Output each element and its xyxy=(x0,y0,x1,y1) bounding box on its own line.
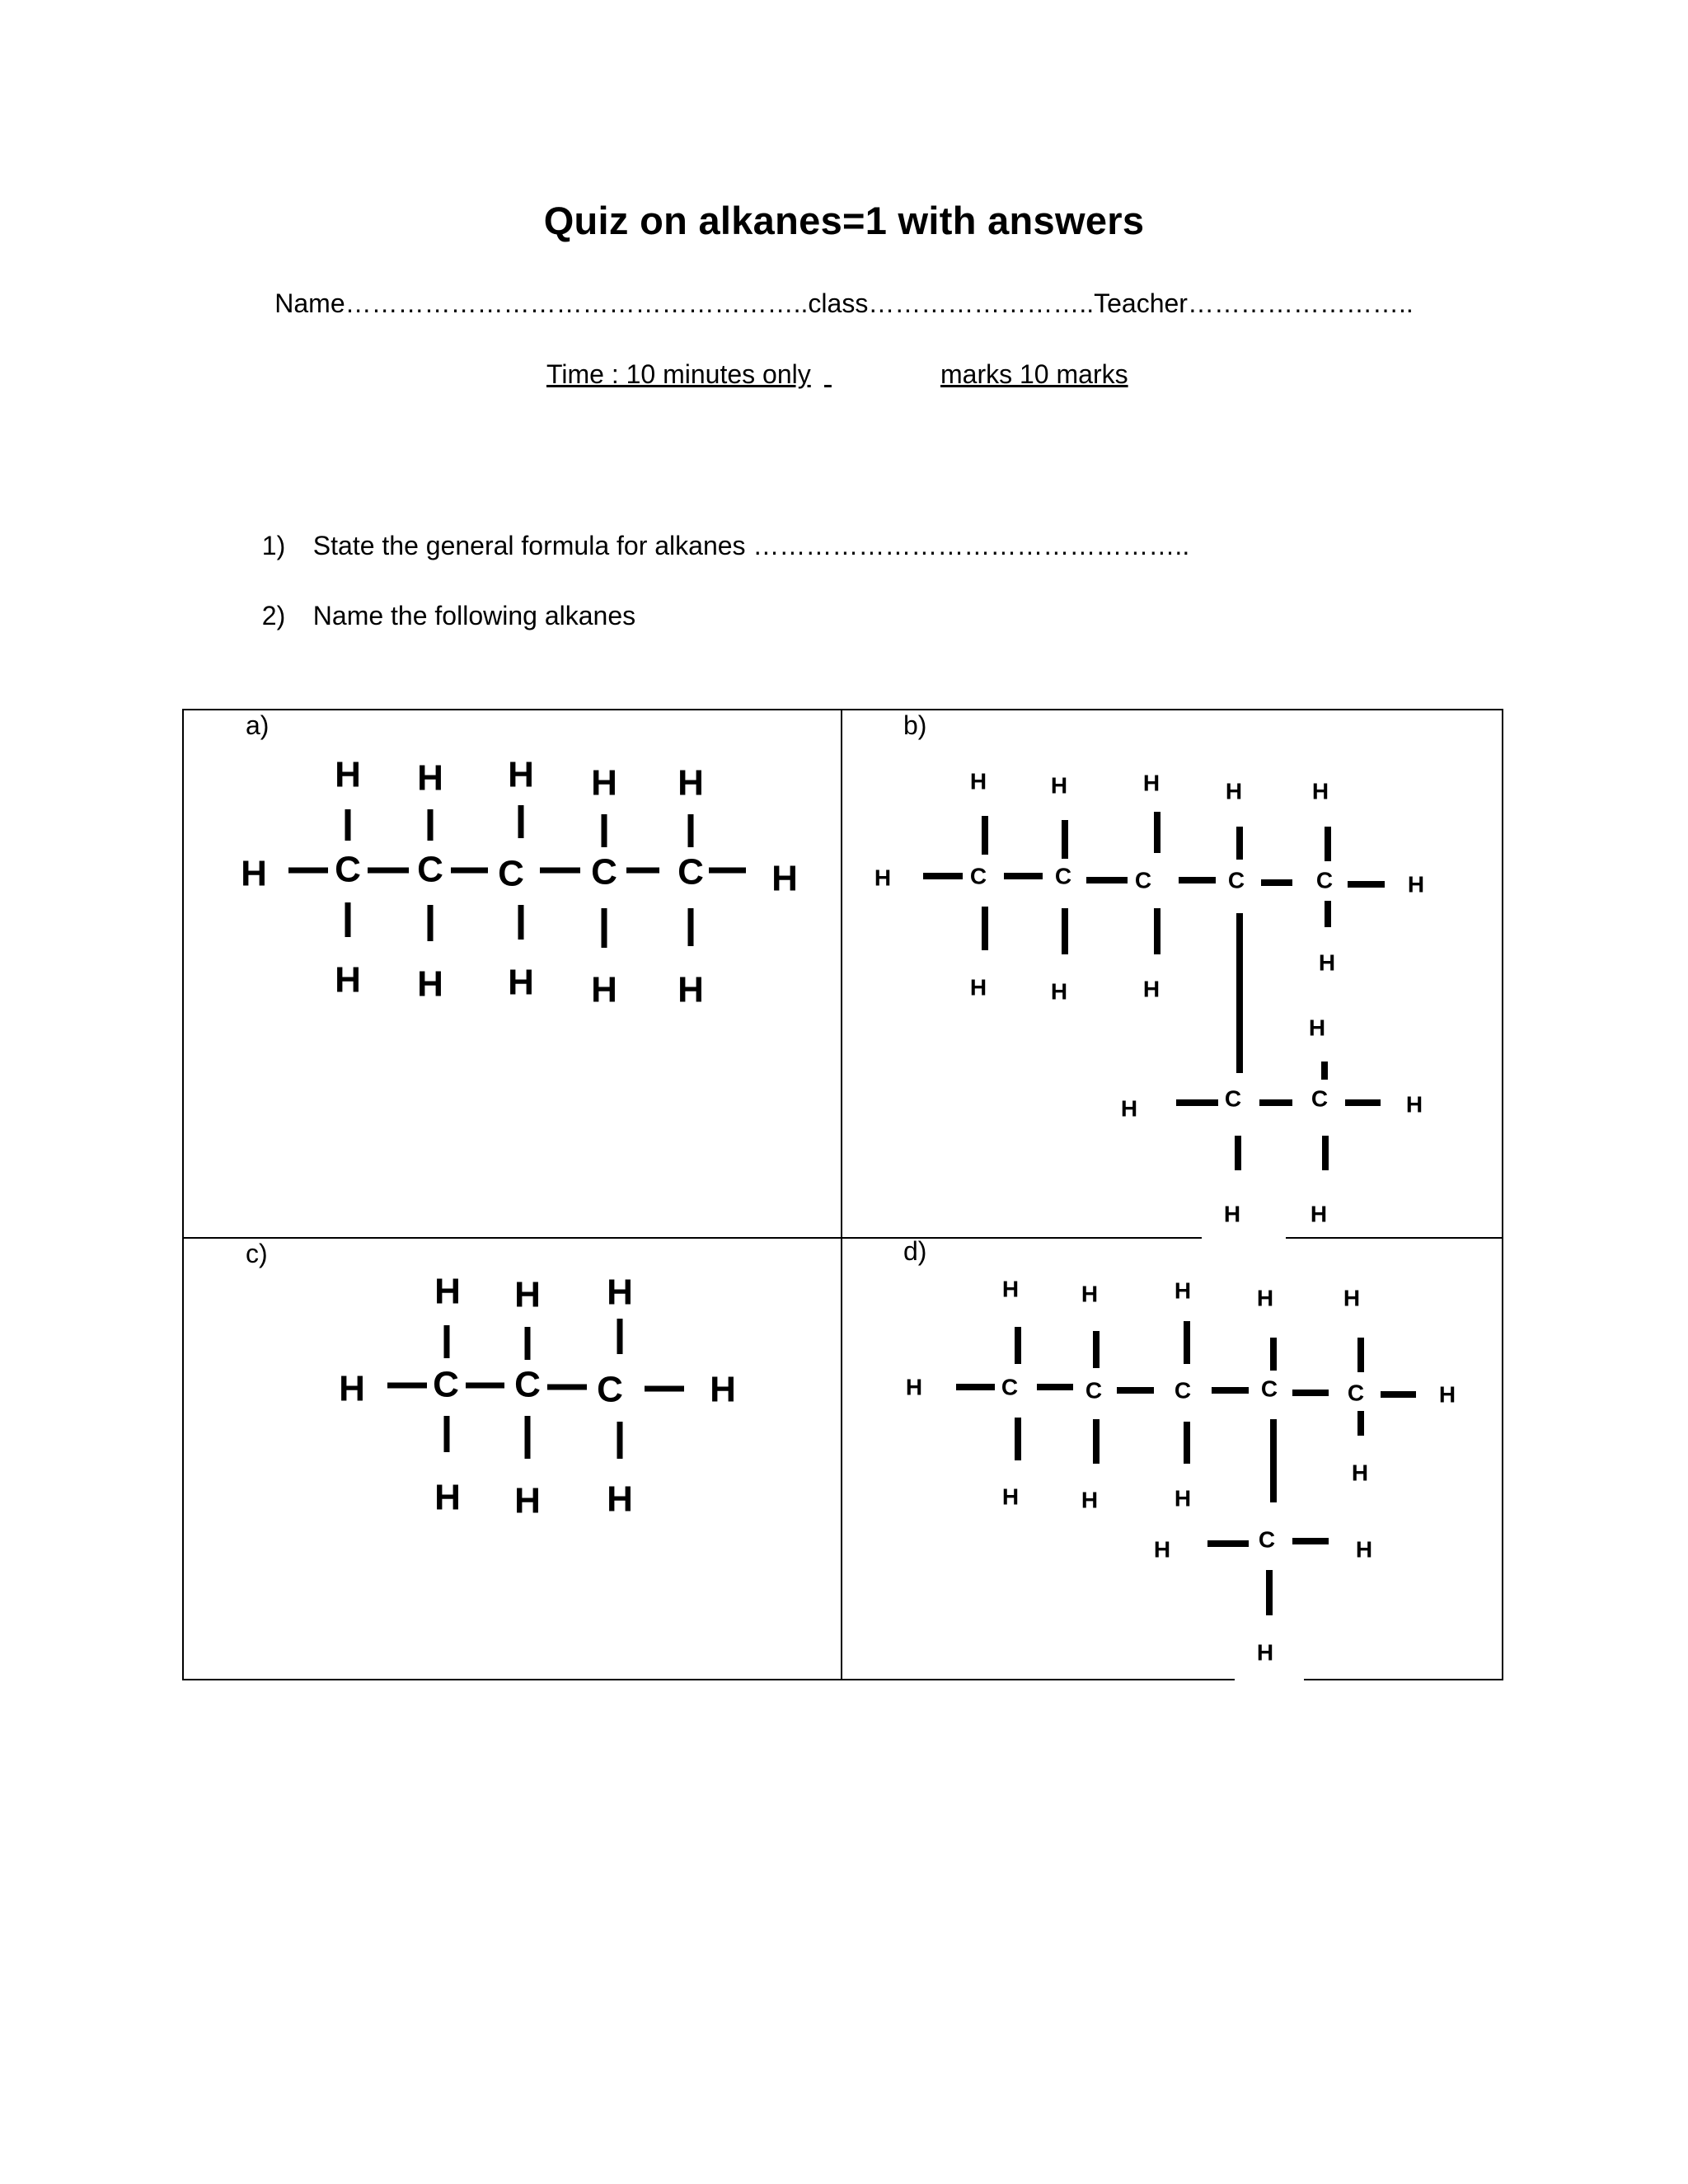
atom-H: H xyxy=(1343,1285,1361,1311)
atom-H: H xyxy=(710,1369,736,1410)
atom-H: H xyxy=(508,754,534,795)
atom-C: C xyxy=(1315,867,1334,893)
atom-C: C xyxy=(1224,1085,1242,1112)
atom-C: C xyxy=(417,849,443,890)
atom-H: H xyxy=(678,969,704,1010)
question-number: 1) xyxy=(261,531,286,560)
atom-H: H xyxy=(1174,1277,1192,1304)
atom-H: H xyxy=(434,1477,461,1518)
atom-C: C xyxy=(433,1364,459,1405)
atom-H: H xyxy=(1405,1091,1423,1118)
question-number: 2) xyxy=(261,601,286,630)
atom-H: H xyxy=(771,858,798,899)
page-title: Quiz on alkanes=1 with answers xyxy=(543,199,1145,242)
atom-C: C xyxy=(597,1369,623,1410)
atom-H: H xyxy=(1318,949,1336,976)
atom-H: H xyxy=(1310,1201,1328,1227)
atom-H: H xyxy=(1081,1281,1099,1307)
atom-H: H xyxy=(905,1374,923,1400)
question-text: State the general formula for alkanes ………………………………………….. xyxy=(312,531,1190,560)
atom-H: H xyxy=(1256,1639,1274,1666)
atom-C: C xyxy=(969,863,987,889)
atom-H: H xyxy=(591,762,617,804)
atom-H: H xyxy=(1351,1460,1369,1486)
atom-H: H xyxy=(1308,1015,1326,1041)
atom-C: C xyxy=(678,851,704,893)
atom-C: C xyxy=(1054,863,1072,889)
atom-H: H xyxy=(514,1274,541,1315)
atom-H: H xyxy=(874,865,892,891)
atom-H: H xyxy=(434,1271,461,1312)
atom-H: H xyxy=(1153,1536,1171,1563)
marks-total: marks 10 marks xyxy=(940,359,1128,389)
atom-H: H xyxy=(1120,1095,1138,1122)
question-text: Name the following alkanes xyxy=(312,601,636,630)
atom-H: H xyxy=(508,962,534,1003)
atom-C: C xyxy=(1227,867,1245,893)
atom-H: H xyxy=(1001,1483,1020,1510)
atom-H: H xyxy=(241,853,267,894)
atom-C: C xyxy=(1001,1374,1019,1400)
atom-C: C xyxy=(498,853,524,894)
atom-H: H xyxy=(1174,1485,1192,1511)
panel-a-label: a) xyxy=(246,710,270,740)
name-class-teacher-line: Name……………………………………………..class……………………..Teacher…………………….. xyxy=(274,288,1414,318)
atom-H: H xyxy=(1355,1536,1373,1563)
atom-H: H xyxy=(591,969,617,1010)
atom-C: C xyxy=(1260,1376,1278,1402)
atom-H: H xyxy=(339,1368,365,1409)
atom-H: H xyxy=(335,959,361,1001)
atom-H: H xyxy=(417,963,443,1005)
atom-C: C xyxy=(1258,1526,1276,1553)
atom-H: H xyxy=(969,974,987,1001)
atom-C: C xyxy=(1134,867,1152,893)
atom-H: H xyxy=(1081,1487,1099,1513)
atom-H: H xyxy=(1438,1381,1456,1408)
atom-H: H xyxy=(335,754,361,795)
atom-H: H xyxy=(1001,1276,1020,1302)
atom-H: H xyxy=(417,757,443,799)
atom-H: H xyxy=(969,768,987,794)
atom-H: H xyxy=(607,1479,633,1520)
panel-c-label: c) xyxy=(246,1239,268,1268)
atom-C: C xyxy=(514,1364,541,1405)
atom-C: C xyxy=(335,849,361,890)
atom-C: C xyxy=(1347,1380,1365,1406)
atom-H: H xyxy=(607,1272,633,1313)
atom-C: C xyxy=(1311,1085,1329,1112)
atom-H: H xyxy=(1142,976,1160,1002)
atom-H: H xyxy=(1225,778,1243,804)
atom-H: H xyxy=(678,762,704,804)
atom-H: H xyxy=(1407,871,1425,898)
atom-C: C xyxy=(1085,1377,1103,1404)
atom-H: H xyxy=(1050,978,1068,1005)
atom-H: H xyxy=(1256,1285,1274,1311)
panel-b-label: b) xyxy=(903,710,927,740)
panel-d-label: d) xyxy=(903,1236,927,1266)
atom-H: H xyxy=(1223,1201,1241,1227)
atom-H: H xyxy=(1050,772,1068,799)
time-limit: Time : 10 minutes only xyxy=(546,359,811,389)
atom-H: H xyxy=(1142,770,1160,796)
atom-H: H xyxy=(514,1480,541,1521)
atom-C: C xyxy=(591,851,617,893)
atom-H: H xyxy=(1311,778,1329,804)
atom-C: C xyxy=(1174,1377,1192,1404)
